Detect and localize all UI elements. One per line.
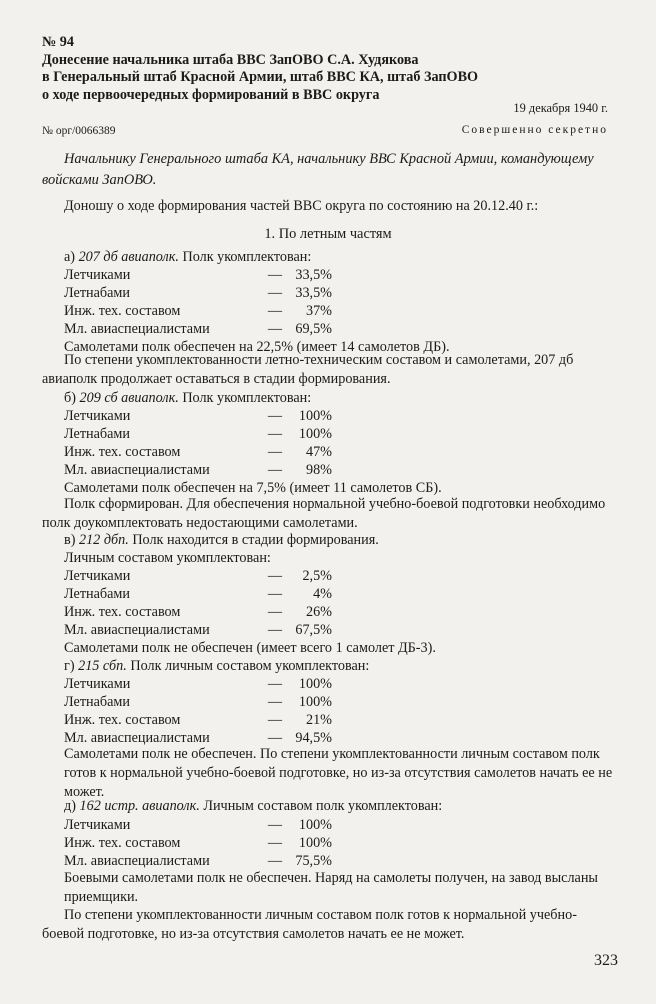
unit-d-conclusion: По степени укомплектованности личным составом полк готов к нормальной учебно-боевой подготовке, но из-за отсутствия самолетов начать ее не может. <box>42 907 577 942</box>
section-title: 1. По летным частям <box>264 226 392 242</box>
unit-a-heading: а) 207 дб авиаполк. Полк укомплектован: <box>64 249 312 265</box>
bleed-through-mark: . <box>330 42 333 54</box>
staff-row: Мл. авиаспециалистами — 94,5% <box>64 730 332 746</box>
staff-row: Летнабами — 4% <box>64 586 332 602</box>
staff-row: Летчиками — 2,5% <box>64 568 332 584</box>
staff-row: Мл. авиаспециалистами — 98% <box>64 462 332 478</box>
unit-a-planes: Самолетами полк обеспечен на 22,5% (имеет 14 самолетов ДБ). <box>64 339 450 355</box>
staff-row: Летчиками — 100% <box>64 817 332 833</box>
title-line-1: Донесение начальника штаба ВВС ЗапОВО С.А. Худякова <box>42 51 419 68</box>
unit-b-heading: б) 209 сб авиаполк. Полк укомплектован: <box>64 390 312 406</box>
staff-row: Инж. тех. составом — 100% <box>64 835 332 851</box>
unit-b-planes: Самолетами полк обеспечен на 7,5% (имеет 11 самолетов СБ). <box>64 480 442 496</box>
page-number: 323 <box>594 952 618 969</box>
document-date: 19 декабря 1940 г. <box>513 101 608 115</box>
staff-row: Мл. авиаспециалистами — 75,5% <box>64 853 332 869</box>
unit-g-conclusion: Самолетами полк не обеспечен. По степени укомплектованности личным составом полк готов к нормальной учебно-боевой подготовке, но из-за отсутствия самолетов начать ее не может. <box>64 746 613 800</box>
staff-row: Инж. тех. составом — 21% <box>64 712 332 728</box>
staff-row: Мл. авиаспециалистами — 67,5% <box>64 622 332 638</box>
staff-row: Летчиками — 100% <box>64 676 332 692</box>
unit-b-conclusion: Полк сформирован. Для обеспечения нормальной учебно-боевой подготовки необходимо полк доукомплектовать недостающими самолетами. <box>42 496 606 531</box>
document-header <box>42 34 602 104</box>
document-number: № 94 <box>42 34 74 50</box>
staff-row: Инж. тех. составом — 37% <box>64 303 332 319</box>
staff-row: Инж. тех. составом — 47% <box>64 444 332 460</box>
unit-a-conclusion: По степени укомплектованности летно-техническим составом и самолетами, 207 дб авиаполк продолжает оставаться в стадии формирования. <box>42 352 574 387</box>
staff-row: Летнабами — 100% <box>64 426 332 442</box>
staff-row: Летчиками — 100% <box>64 408 332 424</box>
staff-row: Летчиками — 33,5% <box>64 267 332 283</box>
title-line-2: в Генеральный штаб Красной Армии, штаб ВВС КА, штаб ЗапОВО <box>42 69 479 85</box>
staff-row: Летнабами — 33,5% <box>64 285 332 301</box>
unit-g-heading: г) 215 сбп. Полк личным составом укомплектован: <box>64 658 370 674</box>
unit-d-planes: Боевыми самолетами полк не обеспечен. Наряд на самолеты получен, на завод высланы приемщики. <box>64 870 598 905</box>
registry-number: № орг/0066389 <box>42 125 116 137</box>
staff-row: Летнабами — 100% <box>64 694 332 710</box>
addressee: Начальнику Генерального штаба КА, начальнику ВВС Красной Армии, командующему войсками ЗапОВО. <box>42 151 594 188</box>
staff-row: Инж. тех. составом — 26% <box>64 604 332 620</box>
intro-line: Доношу о ходе формирования частей ВВС округа по состоянию на 20.12.40 г.: <box>64 198 539 214</box>
unit-v-planes: Самолетами полк не обеспечен (имеет всего 1 самолет ДБ-3). <box>64 640 436 656</box>
unit-v-heading: в) 212 дбп. Полк находится в стадии формирования. <box>64 532 379 548</box>
unit-v-staff-line: Личным составом укомплектован: <box>64 550 271 566</box>
title-line-3: о ходе первоочередных формирований в ВВС округа <box>42 86 380 103</box>
staff-row: Мл. авиаспециалистами — 69,5% <box>64 321 332 337</box>
unit-d-heading: д) 162 истр. авиаполк. Личным составом полк укомплектован: <box>64 798 443 814</box>
classification-stamp: Совершенно секретно <box>461 124 608 136</box>
